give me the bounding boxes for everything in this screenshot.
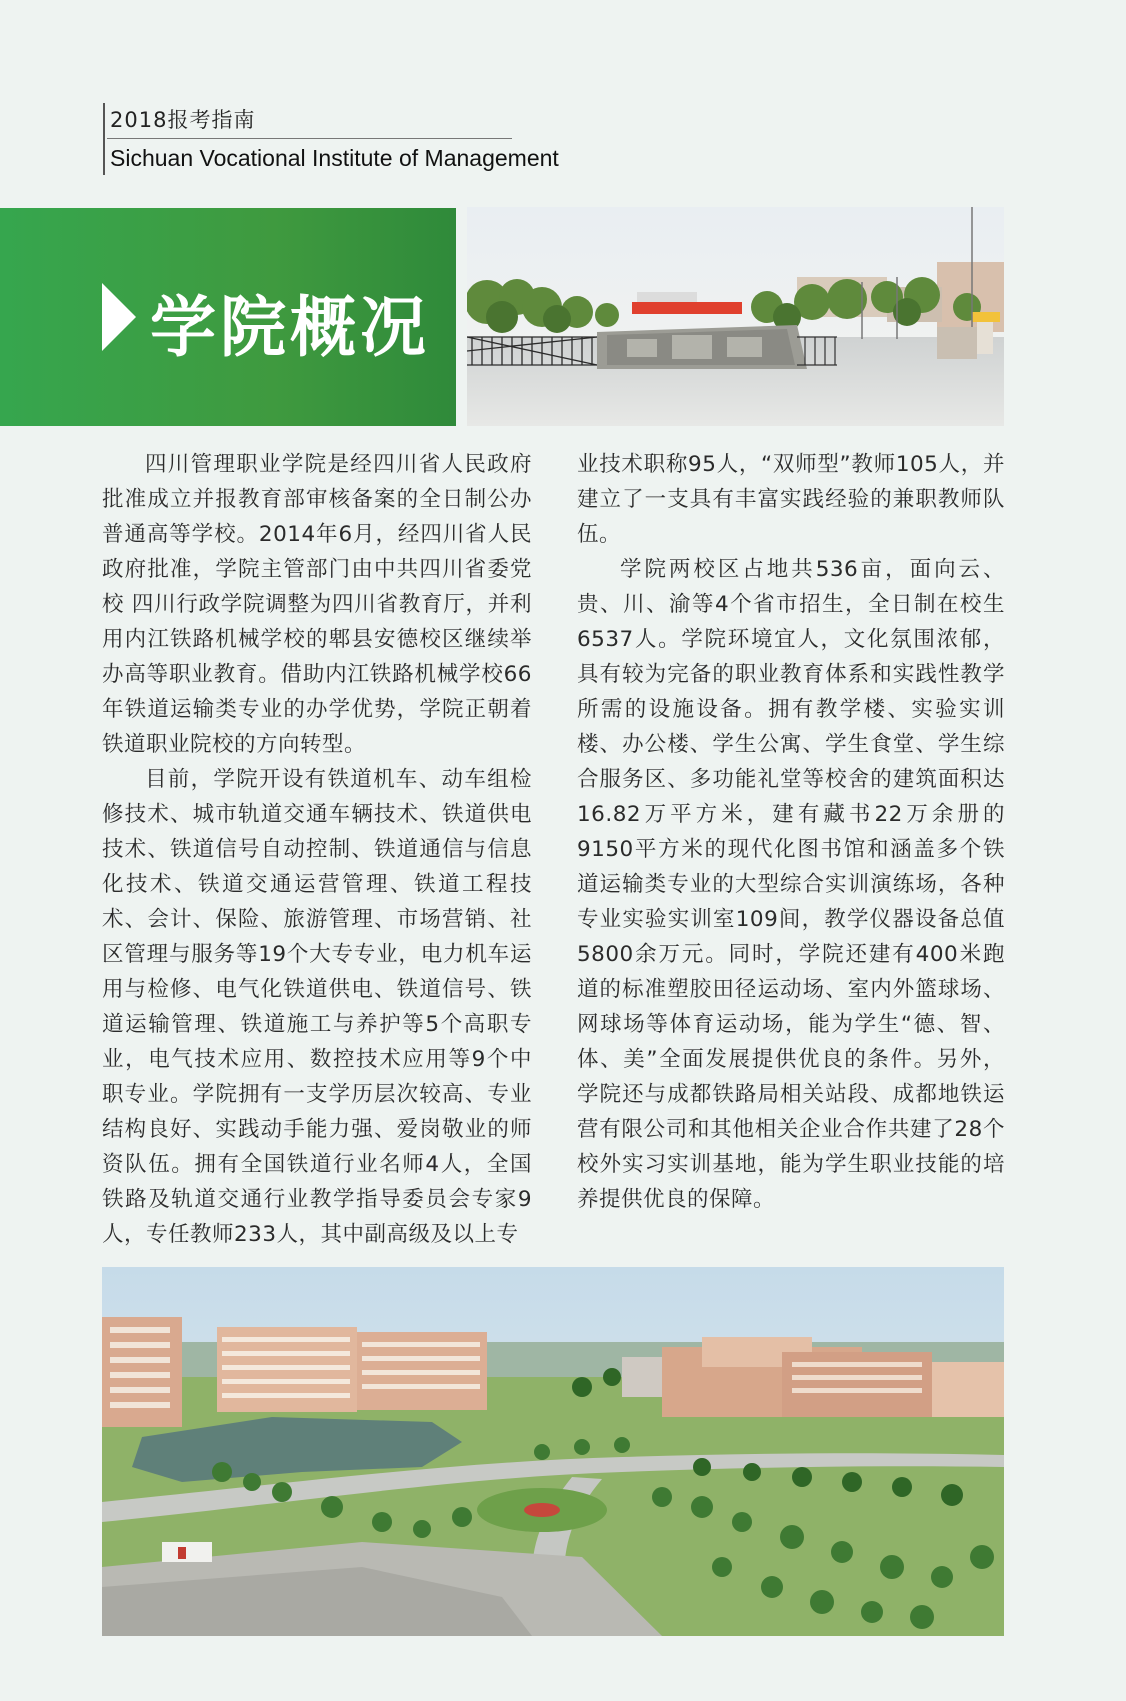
header-year-guide: 2018报考指南 [110,108,256,132]
triangle-arrow-icon [102,283,136,351]
header-horizontal-rule [107,138,512,139]
header-vertical-rule [103,103,105,175]
body-column-right [577,447,1005,1217]
paragraph-programs: 目前，学院开设有铁道机车、动车组检修技术、城市轨道交通车辆技术、铁道供电技术、铁道信号自动控制、铁道通信与信息化技术、铁道交通运营管理、铁道工程技术、会计、保险、旅游管理、市场营销、社区管理与服务等19个大专专业，电力机车运用与检修、电气化铁道供电、铁道信号、铁道运输管理、铁道施工与养护等5个高职专业，电气技术应用、数控技术应用等9个中职专业。学院拥有一支学历层次较高、专业结构良好、实践动手能力强、爱岗敬业的师资队伍。拥有全国铁道行业名师4人，全国铁路及轨道交通行业教学指导委员会专家9人，专任教师233人，其中副高级及以上专 [102,767,532,1247]
paragraph-intro: 四川管理职业学院是经四川省人民政府批准成立并报教育部审核备案的全日制公办普通高等学校。2014年6月，经四川省人民政府批准，学院主管部门由中共四川省委党校 四川行政学院调整为四川省教育厅，并利用内江铁路机械学校的郫县安德校区继续举办高等职业教育。借助内江铁路机械学校66年铁道运输类专业的办学优势，学院正朝着铁道职业院校的方向转型。 [102,452,532,757]
section-title: 学院概况 [150,289,430,366]
header-institute-name: Sichuan Vocational Institute of Management [110,145,559,171]
body-column-left [102,447,532,1252]
paragraph-programs-continued: 业技术职称95人，“双师型”教师105人，并建立了一支具有丰富实践经验的兼职教师队伍。 [577,452,1005,547]
campus-aerial-photo [102,1267,1004,1636]
paragraph-campus: 学院两校区占地共536亩，面向云、贵、川、渝等4个省市招生，全日制在校生6537人。学院环境宜人，文化氛围浓郁，具有较为完备的职业教育体系和实践性教学所需的设施设备。拥有教学楼、实验实训楼、办公楼、学生公寓、学生食堂、学生综合服务区、多功能礼堂等校舍的建筑面积达16.82万平方米，建有藏书22万余册的9150平方米的现代化图书馆和涵盖多个铁道运输类专业的大型综合实训演练场，各种专业实验实训室109间，教学仪器设备总值5800余万元。同时，学院还建有400米跑道的标准塑胶田径运动场、室内外篮球场、网球场等体育运动场，能为学生“德、智、体、美”全面发展提供优良的条件。另外，学院还与成都铁路局相关站段、成都地铁运营有限公司和其他相关企业合作共建了28个校外实习实训基地，能为学生职业技能的培养提供优良的保障。 [577,557,1005,1212]
campus-gate-photo [467,207,1004,426]
